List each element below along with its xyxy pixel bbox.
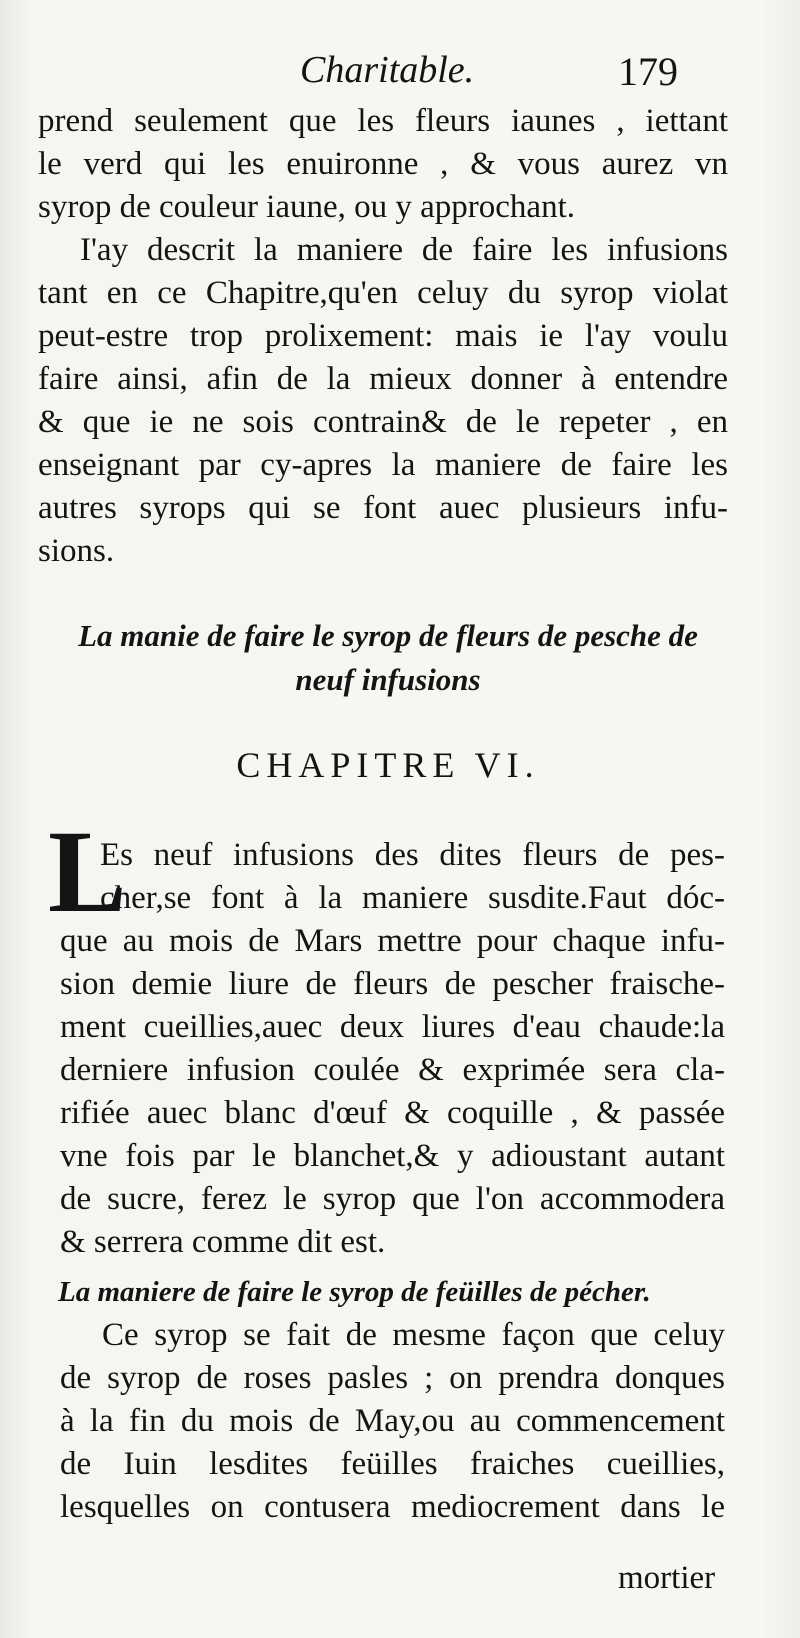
top-paragraph [38, 100, 728, 573]
text-line: derniere infusion coulée & exprimée sera cla- [60, 1052, 725, 1088]
text-line: vne fois par le blanchet,& y adioustant autant [60, 1138, 725, 1174]
running-head: Charitable. [300, 49, 475, 91]
text-line: Ce syrop se fait de mesme façon que celuy [102, 1317, 725, 1353]
final-paragraph [60, 1314, 725, 1529]
drop-cap: L [48, 806, 127, 937]
text-line: prend seulement que les fleurs iaunes , iettant [38, 103, 728, 139]
text-line: de sucre, ferez le syrop que l'on accommodera [60, 1181, 725, 1217]
text-line: autres syrops qui se font auec plusieurs infu- [38, 490, 728, 526]
text-line: de syrop de roses pasles ; on prendra donques [60, 1360, 725, 1396]
text-line: & serrera comme dit est. [60, 1224, 386, 1260]
text-line: Es neuf infusions des dites fleurs de pes- [100, 837, 725, 873]
text-line: rifiée auec blanc d'œuf & coquille , & passée [60, 1095, 725, 1131]
text-line: que au mois de Mars mettre pour chaque infu- [60, 923, 725, 959]
section-title [38, 614, 738, 702]
text-line: de Iuin lesdites feüilles fraiches cueillies, [60, 1446, 725, 1482]
text-line: ment cueillies,auec deux liures d'eau chaude:la [60, 1009, 725, 1045]
text-line: sion demie liure de fleurs de pescher fraische- [60, 966, 725, 1002]
text-line: enseignant par cy-apres la maniere de faire les [38, 447, 728, 483]
text-line: tant en ce Chapitre,qu'en celuy du syrop violat [38, 275, 728, 311]
text-line: à la fin du mois de May,ou au commencement [60, 1403, 725, 1439]
chapter-opening-lines [100, 834, 725, 920]
text-line: faire ainsi, afin de la mieux donner à entendre [38, 361, 728, 397]
text-line: sions. [38, 533, 115, 569]
subheading: La maniere de faire le syrop de feüilles de pécher. [58, 1276, 651, 1308]
catchword: mortier [618, 1560, 716, 1596]
chapter-paragraph [60, 920, 725, 1264]
text-line: lesquelles on contusera mediocrement dans le [60, 1489, 725, 1525]
page-header [0, 48, 800, 94]
section-title-line: neuf infusions [295, 662, 481, 697]
text-line: cher,se font à la maniere susdite.Faut dóc- [100, 880, 725, 916]
chapter-heading: CHAPITRE VI. [236, 745, 540, 785]
text-line: peut-estre trop prolixement: mais ie l'ay voulu [38, 318, 728, 354]
text-line: syrop de couleur iaune, ou y approchant. [38, 189, 575, 225]
text-line: I'ay descrit la maniere de faire les infusions [80, 232, 728, 268]
text-line: le verd qui les enuironne , & vous aurez vn [38, 146, 728, 182]
text-line: & que ie ne sois contrain& de le repeter , en [38, 404, 728, 440]
section-title-line: La manie de faire le syrop de fleurs de pesche de [78, 618, 698, 653]
page-number: 179 [618, 49, 678, 94]
